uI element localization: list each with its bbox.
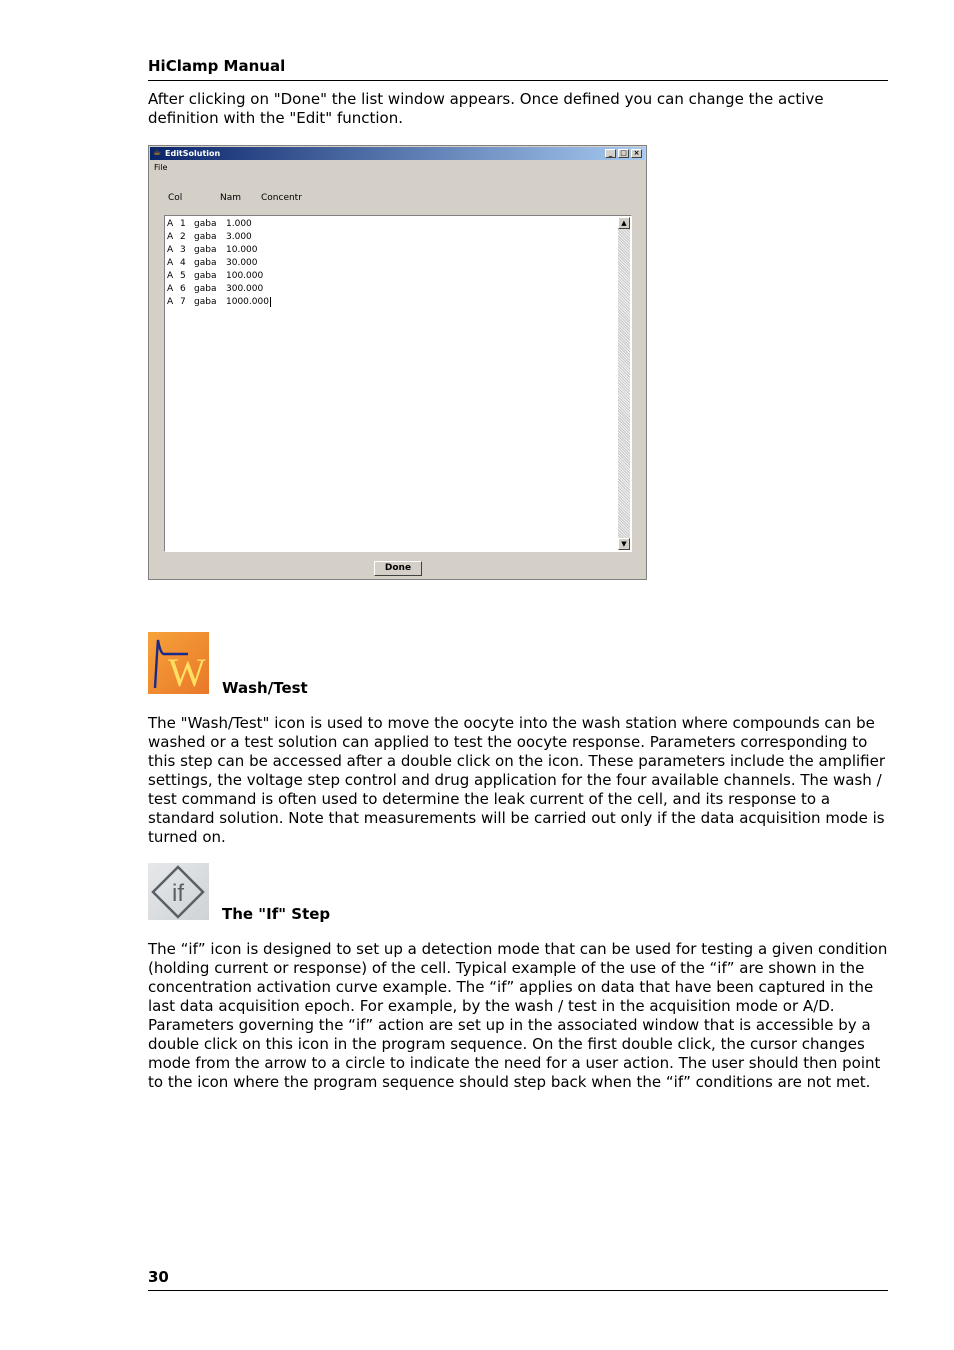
row-number: 4 [180, 258, 186, 268]
concentration: 3.000 [226, 232, 252, 242]
wash-test-icon [148, 632, 209, 694]
list-item[interactable] [167, 244, 287, 257]
row-letter: A [167, 232, 174, 242]
maximize-button[interactable]: □ [618, 149, 629, 158]
scroll-down-icon[interactable]: ▼ [618, 538, 630, 550]
vertical-scrollbar[interactable] [618, 217, 630, 550]
wash-test-heading: Wash/Test [222, 679, 308, 697]
list-item[interactable] [167, 218, 287, 231]
row-number: 2 [180, 232, 186, 242]
header-title: HiClamp Manual [148, 57, 286, 75]
wash-test-icon-graphic [148, 632, 209, 694]
menu-file[interactable]: File [154, 163, 168, 172]
compound-name: gaba [194, 219, 217, 229]
done-button[interactable]: Done [374, 561, 422, 576]
row-letter: A [167, 258, 174, 268]
compound-name: gaba [194, 245, 217, 255]
solution-list-rows [167, 218, 287, 309]
if-step-heading: The "If" Step [222, 905, 331, 923]
row-number: 5 [180, 271, 186, 281]
edit-solution-window [148, 145, 647, 580]
text-caret [270, 297, 271, 307]
row-letter: A [167, 284, 174, 294]
if-icon-letters: if [172, 880, 184, 907]
concentration: 300.000 [226, 284, 264, 294]
row-letter: A [167, 245, 174, 255]
concentration: 1.000 [226, 219, 252, 229]
java-icon: ☕ [153, 148, 162, 158]
list-item[interactable] [167, 296, 287, 309]
row-number: 1 [180, 219, 186, 229]
window-title: EditSolution [165, 149, 221, 158]
row-number: 7 [180, 297, 186, 307]
concentration: 30.000 [226, 258, 258, 268]
list-item[interactable] [167, 257, 287, 270]
concentration: 10.000 [226, 245, 258, 255]
if-step-icon [148, 863, 209, 920]
concentration [226, 296, 271, 309]
column-header-concentr: Concentr [261, 193, 302, 203]
row-letter: A [167, 271, 174, 281]
row-number: 6 [180, 284, 186, 294]
intro-paragraph: After clicking on "Done" the list window appears. Once defined you can change the active definition with the "Edit" function. [148, 90, 824, 127]
column-header-nam: Nam [220, 193, 242, 203]
concentration-value: 1000.000 [226, 297, 269, 307]
concentration: 100.000 [226, 271, 264, 281]
if-step-paragraph: The “if” icon is designed to set up a detection mode that can be used for testing a given condition (holding current or response) of the cell. Typical example of the use of the “if” are shown in the concentration activation curve example. The “if” applies on data that have been captured in the last data acquisition epoch. For example, by the wash / test in the acquisition mode or A/D. Parameters governing the “if” action are set up in the associated window that is accessible by a double click on this icon in the program sequence. On the first double click, the cursor changes mode from the arrow to a circle to indicate the need for a user action. The user should then point to the icon where the program sequence should step back when the “if” conditions are not met. [148, 940, 888, 1091]
compound-name: gaba [194, 258, 217, 268]
list-item[interactable] [167, 231, 287, 244]
footer-rule [148, 1290, 888, 1291]
column-header-col: Col [168, 193, 183, 203]
list-item[interactable] [167, 270, 287, 283]
if-step-icon-graphic [148, 863, 209, 920]
row-letter: A [167, 297, 174, 307]
row-number: 3 [180, 245, 186, 255]
scroll-up-icon[interactable]: ▲ [618, 217, 630, 229]
solution-list[interactable] [164, 215, 632, 552]
list-item[interactable] [167, 283, 287, 296]
compound-name: gaba [194, 297, 217, 307]
wash-test-paragraph: The "Wash/Test" icon is used to move the oocyte into the wash station where compounds can be washed or a test solution can applied to test the oocyte response. Parameters corresponding to this step can be accessed after a double click on the icon. These parameters include the amplifier settings, the voltage step control and drug application for the four available channels. The wash / test command is often used to determine the leak current of the cell, and its response to a standard solution. Note that measurements will be carried out only if the data acquisition mode is turned on. [148, 714, 885, 846]
close-button[interactable]: × [631, 149, 642, 158]
compound-name: gaba [194, 232, 217, 242]
header-rule [148, 80, 888, 81]
window-titlebar [150, 147, 645, 160]
minimize-button[interactable]: _ [605, 149, 616, 158]
compound-name: gaba [194, 271, 217, 281]
page-number: 30 [148, 1268, 169, 1286]
wash-icon-letter: W [168, 650, 206, 694]
compound-name: gaba [194, 284, 217, 294]
row-letter: A [167, 219, 174, 229]
